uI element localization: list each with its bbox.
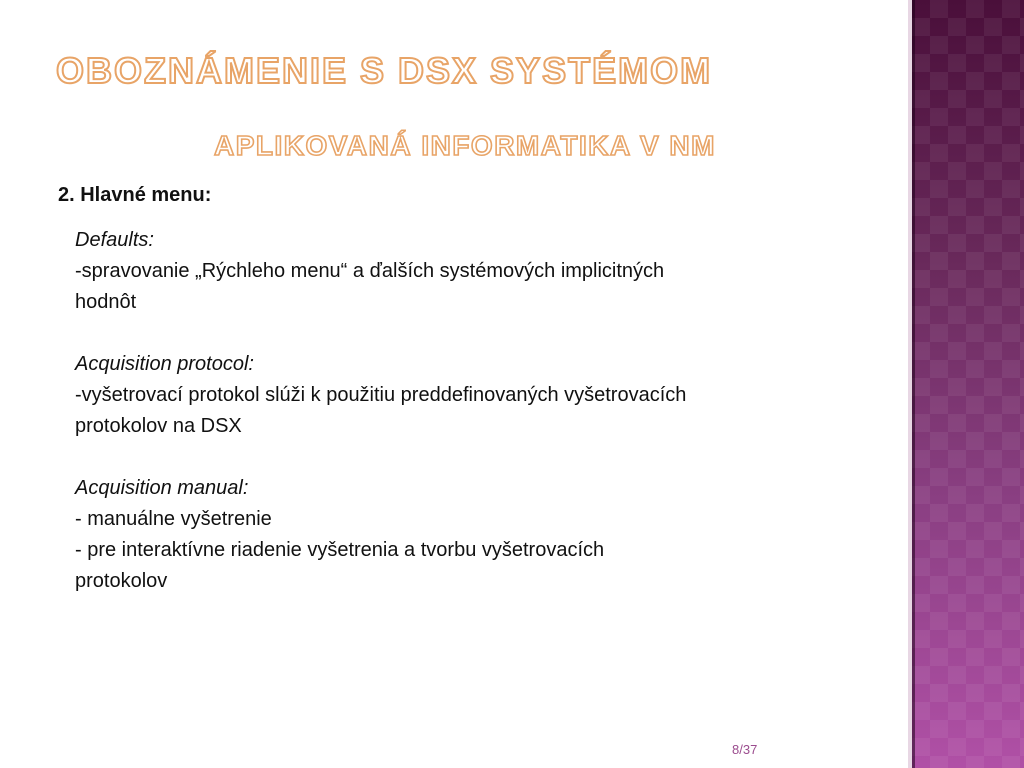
block-line: - pre interaktívne riadenie vyšetrenia a tvorbu vyšetrovacích [75, 539, 605, 561]
section-heading: 2. Hlavné menu: [58, 184, 212, 206]
acquisition-protocol-block [75, 349, 875, 442]
block-line: hodnôt [75, 291, 137, 313]
block-label: Defaults: [75, 229, 154, 251]
defaults-block [75, 225, 875, 318]
acquisition-manual-block [75, 473, 875, 597]
content-body [75, 225, 875, 597]
slide-title: OBOZNÁMENIE S DSX SYSTÉMOM [56, 50, 713, 91]
page-number: 8/37 [732, 742, 758, 757]
decorative-side-panel [912, 0, 1024, 768]
block-label: Acquisition manual: [75, 477, 249, 499]
slide-subtitle: APLIKOVANÁ INFORMATIKA V NM [214, 130, 716, 161]
block-line: -vyšetrovací protokol slúži k použitiu preddefinovaných vyšetrovacích [75, 384, 687, 406]
block-label: Acquisition protocol: [75, 353, 254, 375]
block-line: protokolov na DSX [75, 415, 242, 437]
block-line: -spravovanie „Rýchleho menu“ a ďalších systémových implicitných [75, 260, 665, 282]
block-line: - manuálne vyšetrenie [75, 508, 272, 530]
block-line: protokolov [75, 570, 168, 592]
